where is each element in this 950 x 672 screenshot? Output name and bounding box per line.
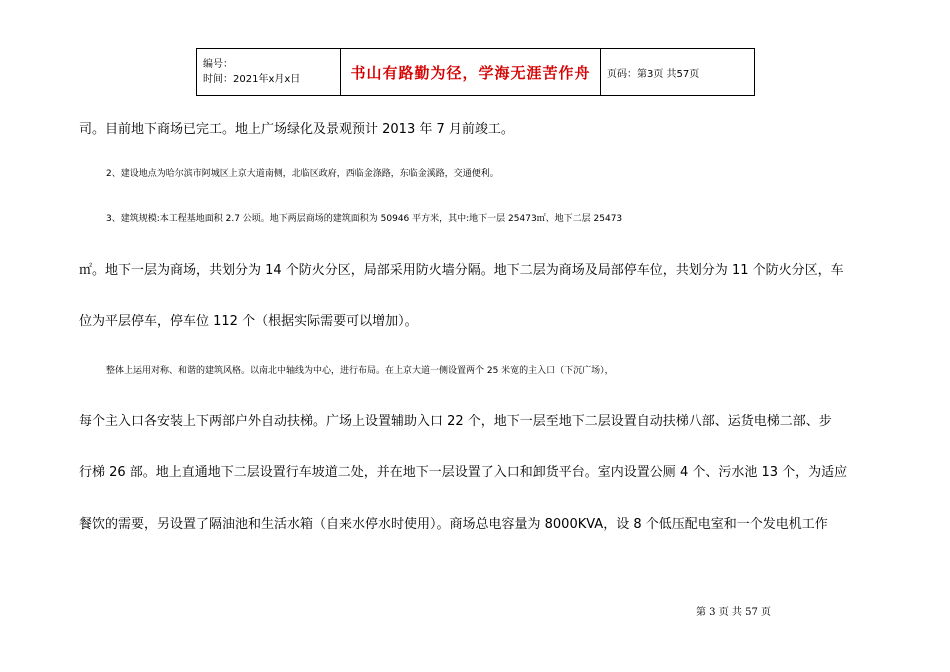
code-label: 编号：	[203, 59, 233, 70]
paragraph-line: 餐饮的需要，另设置了隔油池和生活水箱（自来水停水时使用）。商场总电容量为 8000KVA，设 8 个低压配电室和一个发电机工作	[79, 517, 828, 532]
time-label: 时间：2021年x月x日	[203, 74, 301, 85]
header-meta-cell	[197, 49, 341, 96]
paragraph-line: ㎡。地下一层为商场，共划分为 14 个防火分区，局部采用防火墙分隔。地下二层为商场及局部停车位，共划分为 11 个防火分区，车	[79, 263, 844, 278]
page-header	[196, 48, 755, 96]
paragraph-line: 司。目前地下商场已完工。地上广场绿化及景观预计 2013 年 7 月前竣工。	[79, 122, 514, 137]
page-number-label: 页码：第3页 共57页	[601, 49, 755, 96]
paragraph-line: 2、建设地点为哈尔滨市阿城区上京大道南侧，北临区政府，西临金涤路，东临金溪路，交通便利。	[106, 169, 499, 179]
paragraph-line: 位为平层停车，停车位 112 个（根据实际需要可以增加）。	[79, 314, 418, 329]
paragraph-line: 整体上运用对称、和谐的建筑风格。以南北中轴线为中心，进行布局。在上京大道一侧设置两个 25 米宽的主入口（下沉广场），	[106, 366, 614, 376]
paragraph-line: 行梯 26 部。地上直通地下二层设置行车坡道二处，并在地下一层设置了入口和卸货平台。室内设置公厕 4 个、污水池 13 个，为适应	[79, 465, 848, 480]
paragraph-line: 每个主入口各安装上下两部户外自动扶梯。广场上设置辅助入口 22 个，地下一层至地下二层设置自动扶梯八部、运货电梯二部、步	[79, 414, 832, 429]
paragraph-line: 3、建筑规模:本工程基地面积 2.7 公顷。地下两层商场的建筑面积为 50946 平方米，其中:地下一层 25473㎡、地下二层 25473	[106, 214, 623, 224]
page-footer: 第 3 页 共 57 页	[696, 607, 771, 618]
header-motto: 书山有路勤为径，学海无涯苦作舟	[341, 49, 601, 96]
